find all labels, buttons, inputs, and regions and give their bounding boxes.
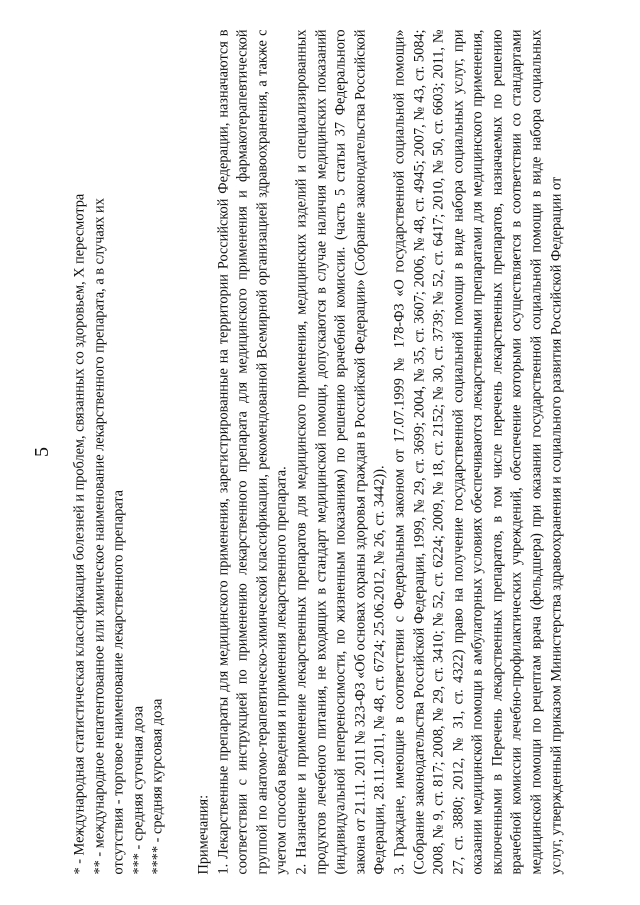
footnotes-legend (71, 30, 169, 875)
notes-list (214, 30, 567, 875)
note-item-3: 3. Граждане, имеющие в соответствии с Федеральным законом от 17.07.1999 № 178-ФЗ «О государственной социальной помощи» (Собрание законодательства Российской Федерации, 1999, № 29, ст. 3699; 2004, № 35, ст. 3607; 2006, № 48, ст. 4945; 2007, № 43, ст. 5084; 2008, № 9, ст. 817; 2008, № 29, ст. 3410; № 52, ст. 6224; 2009, № 18, ст. 2152; № 30, ст. 3739; № 52, ст. 6417; 2010, № 50, ст. 6603; 2011, № 27, ст. 3880; 2012, № 31, ст. 4322) право на получение государственной социальной помощи в виде набора социальных услуг, при оказании медицинской помощи в амбулаторных условиях обеспечиваются лекарственными препаратами для медицинского применения, включенными в Перечень лекарственных препаратов, в том числе перечень лекарственных препаратов, назначаемых по решению врачебной комиссии лечебно-профилактических учреждений, обеспечение которыми осуществляется в соответствии со стандартами медицинской помощи по рецептам врача (фельдшера) при оказании государственной социальной помощи в виде набора социальных услуг, утвержденный приказом Министерства здравоохранения и социального развития Российской Федерации от (391, 29, 565, 875)
footnote-daily-dose: *** - средняя суточная доза (130, 705, 147, 875)
rotated-document-body (71, 30, 611, 875)
notes-title: Примечания: (195, 794, 212, 875)
page-number: 5 (31, 447, 53, 457)
footnote-icd: * - Международная статистическая классификация болезней и проблем, связанных со здоровьем, X пересмотра (71, 193, 88, 875)
footnote-course-dose: **** - средняя курсовая доза (149, 698, 166, 875)
footnote-inn-continued: отсутствия - торговое наименование лекарственного препарата (110, 490, 127, 875)
note-item-1: 1. Лекарственные препараты для медицинского применения, зарегистрированные на территории Российской Федерации, назначаются в соответствии с инструкцией по применению лекарственного препарата для медицинского применения и фармакотерапевтической группой по анатомо-терапевтическо-химической классификации, рекомендованной Всемирной организацией здравоохранения, а также с учетом способа введения и применения лекарственного препарата. (215, 29, 290, 875)
footnote-inn: ** - международное непатентованное или химическое наименование лекарственного препарата, а в случаях их (91, 198, 108, 875)
note-item-2: 2. Назначение и применение лекарственных препаратов для медицинского применения, медицинских изделий и специализированных продуктов лечебного питания, не входящих в стандарт медицинской помощи, допускаются в случае наличия медицинских показаний (индивидуальной непереносимости, по жизненным показаниям) по решению врачебной комиссии. (часть 5 статьи 37 Федерального закона от 21.11. 2011 № 323-ФЗ «Об основах охраны здоровья граждан в Российской Федерации» (Собрание законодательства Российской Федерации, 28.11.2011, № 48, ст. 6724; 25.06.2012, № 26, ст. 3442)). (293, 29, 388, 875)
